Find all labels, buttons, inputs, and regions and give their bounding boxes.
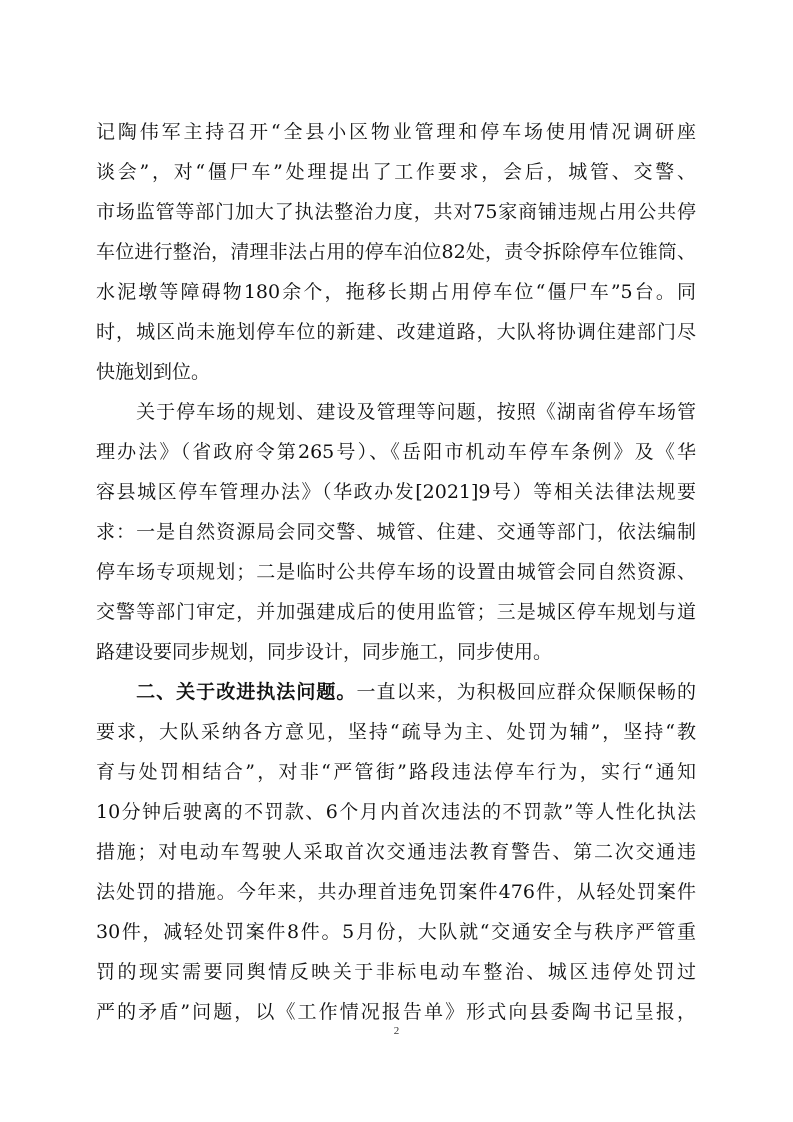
paragraph-2 (96, 392, 696, 672)
page-number: 2 (393, 1025, 400, 1037)
text-line (96, 672, 696, 712)
text-line: 30件，减轻处罚案件8件。5月份，大队就“交通安全与秩序严管重 (96, 921, 696, 943)
text-line: 育与处罚相结合”，对非“严管街”路段违法停车行为，实行“通知 (96, 761, 696, 783)
text-line: 市场监管等部门加大了执法整治力度，共对75家商铺违规占用公共停 (96, 201, 696, 223)
text-line: 谈会”，对“僵尸车”处理提出了工作要求，会后，城管、交警、 (96, 161, 696, 183)
text-line: 时，城区尚未施划停车位的新建、改建道路，大队将协调住建部门尽 (96, 321, 696, 343)
text-line: 法处罚的措施。今年来，共办理首违免罚案件476件，从轻处罚案件 (96, 881, 696, 903)
text-line: 措施；对电动车驾驶人采取首次交通违法教育警告、第二次交通违 (96, 841, 696, 863)
text-line: 求：一是自然资源局会同交警、城管、住建、交通等部门，依法编制 (96, 521, 696, 543)
text-line: 路建设要同步规划，同步设计，同步施工，同步使用。 (96, 641, 553, 663)
text-line: 要求，大队采纳各方意见，坚持“疏导为主、处罚为辅”，坚持“教 (96, 721, 696, 743)
paragraph-1 (96, 112, 696, 392)
section-heading: 二、关于改进执法问题。 (96, 681, 357, 703)
text-line: 理办法》（省政府令第265号）、《岳阳市机动车停车条例》及《华 (96, 441, 696, 463)
text-line: 容县城区停车管理办法》（华政办发[2021]9号）等相关法律法规要 (96, 481, 696, 503)
text-line: 罚的现实需要同舆情反映关于非标电动车整治、城区违停处罚过 (96, 961, 696, 983)
text-line: 10分钟后驶离的不罚款、6个月内首次违法的不罚款”等人性化执法 (96, 801, 696, 823)
text-line: 停车场专项规划；二是临时公共停车场的设置由城管会同自然资源、 (96, 561, 696, 583)
text-line: 交警等部门审定，并加强建成后的使用监管；三是城区停车规划与道 (96, 601, 696, 623)
text-line: 快施划到位。 (96, 361, 211, 383)
paragraph-3 (96, 672, 696, 1032)
text-line: 严的矛盾”问题，以《工作情况报告单》形式向县委陶书记呈报， (96, 1001, 696, 1023)
text-line: 关于停车场的规划、建设及管理等问题，按照《湖南省停车场管 (96, 401, 696, 423)
text-span: 一直以来，为积极回应群众保顺保畅的 (356, 681, 696, 703)
text-line: 记陶伟军主持召开“全县小区物业管理和停车场使用情况调研座 (96, 121, 696, 143)
text-line: 车位进行整治，清理非法占用的停车泊位82处，责令拆除停车位锥筒、 (96, 241, 696, 263)
text-line: 水泥墩等障碍物180余个，拖移长期占用停车位“僵尸车”5台。同 (96, 281, 696, 303)
